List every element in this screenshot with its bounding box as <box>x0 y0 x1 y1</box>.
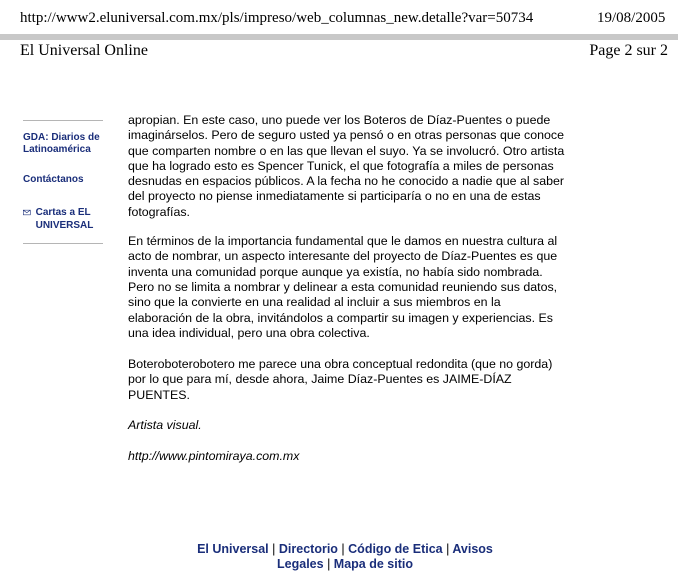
sidebar-link-gda[interactable]: GDA: Diarios de Latinoamérica <box>23 132 100 155</box>
footer-link-el-universal[interactable]: El Universal <box>197 542 269 556</box>
footer-separator: | <box>327 557 331 571</box>
print-header <box>0 0 678 30</box>
sidebar-divider <box>23 120 103 121</box>
site-name: El Universal Online <box>20 42 148 59</box>
envelope-icon <box>23 208 31 217</box>
footer-link-mapa-sitio[interactable]: Mapa de sitio <box>333 557 413 571</box>
footer-separator: | <box>341 542 345 556</box>
footer-link-avisos-legales[interactable]: Avisos Legales <box>277 542 493 571</box>
footer-nav <box>180 542 510 572</box>
print-subheader <box>0 40 678 62</box>
footer-link-directorio[interactable]: Directorio <box>278 542 338 556</box>
article-paragraph: Boteroboterobotero me parece una obra conceptual redondita (que no gorda) por lo que para mí, desde ahora, Jaime Díaz-Puentes es JAIME-DÍAZ PUENTES. <box>128 357 553 402</box>
sidebar-link-contact[interactable]: Contáctanos <box>23 174 84 185</box>
footer-separator: | <box>272 542 276 556</box>
print-date: 19/08/2005 <box>597 10 666 26</box>
footer-link-codigo-etica[interactable]: Código de Etica <box>348 542 443 556</box>
article-link[interactable]: http://www.pintomiraya.com.mx <box>128 448 300 463</box>
article-paragraph: apropian. En este caso, uno puede ver los Boteros de Díaz-Puentes o puede imaginárselos. Pero de seguro usted ya pensó o en otras personas que conoce que comparten nombre o en las que llevan el suyo. Ya se involucró. Otro artista que ha logrado esto es Spencer Tunick, el que fotografía a miles de personas desnudas en espacios públicos. A la fecha no he conocido a nadie que al saber del proyecto no piense inmediatamente si participaría o no en una de estas fotografías. <box>128 113 565 219</box>
article-paragraph: En términos de la importancia fundamental que le damos en nuestra cultura al acto de nombrar, un aspecto interesante del proyecto de Díaz-Puentes es que inventa una comunidad porque aunque ya existía, no había sido nombrada. Pero no se limita a nombrar y delinear a esta comunidad reuniendo sus datos, sino que la convierte en una realidad al incluir a sus miembros en la elaboración de la obra, invitándolos a compartir su imagen y experiencias. Es una idea individual, pero una obra colectiva. <box>128 234 558 340</box>
page-url: http://www2.eluniversal.com.mx/pls/impreso/web_columnas_new.detalle?var=50734 <box>20 10 534 26</box>
article-body <box>128 113 566 480</box>
sidebar-divider-bottom <box>23 243 103 244</box>
sidebar <box>23 120 103 244</box>
cartas-label: Cartas a EL UNIVERSAL <box>35 207 94 231</box>
page-number: Page 2 sur 2 <box>589 42 668 59</box>
footer-separator: | <box>446 542 450 556</box>
article-signature: Artista visual. <box>128 418 202 433</box>
sidebar-link-cartas[interactable] <box>23 206 103 232</box>
